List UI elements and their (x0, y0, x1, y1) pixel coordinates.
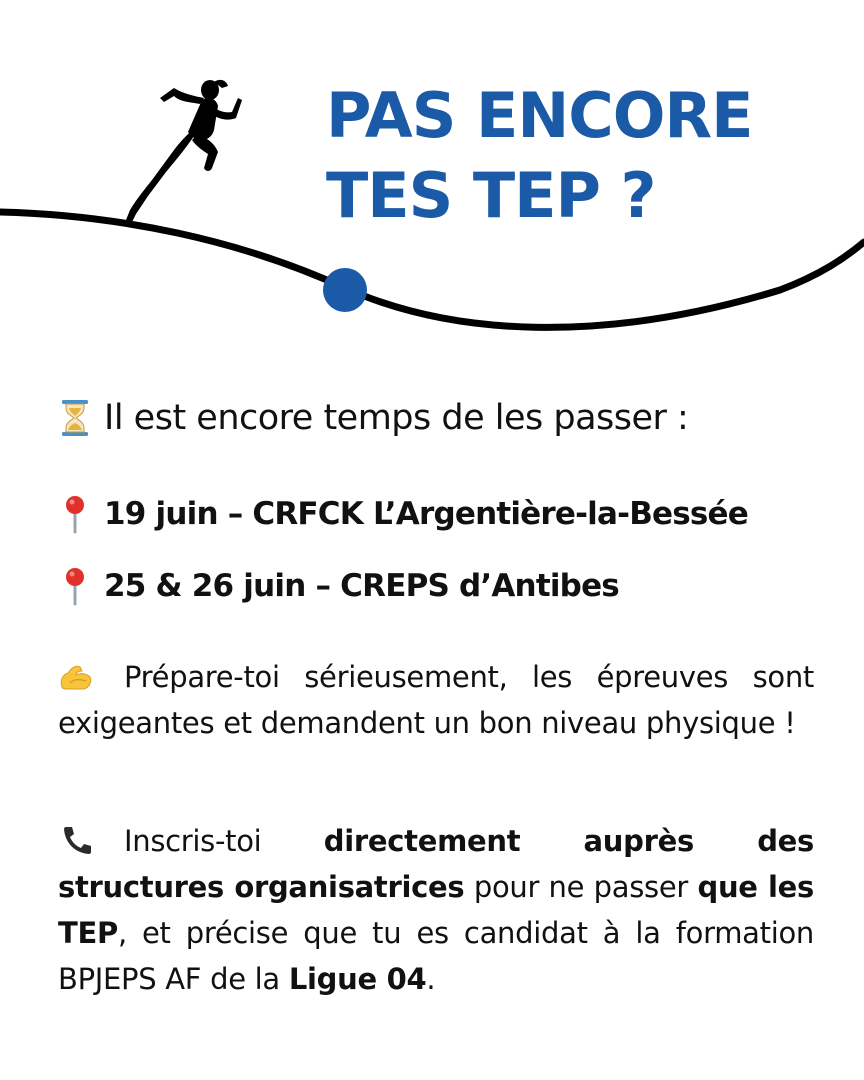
prepare-paragraph (58, 654, 814, 746)
register-bold-2: que les TEP (58, 870, 814, 950)
date-text-1: 19 juin – CRFCK L’Argentière-la-Bessée (104, 496, 749, 532)
prepare-text: Prépare-toi sérieusement, les épreuves sont exigeantes et demandent un bon niveau physique ! (58, 660, 814, 740)
intro-text: Il est encore temps de les passer : (104, 398, 689, 438)
runner-silhouette-icon (118, 72, 248, 232)
page-title (326, 76, 846, 236)
register-bold-1: directement auprès des structures organisatrices (58, 824, 814, 904)
pushpin-icon (58, 494, 92, 534)
register-text-3: , et précise que tu es candidat à la formation BPJEPS AF de la (58, 916, 814, 996)
register-text-2: pour ne passer (464, 870, 698, 904)
flexed-biceps-icon (58, 658, 94, 688)
register-text-1: Inscris-toi (124, 824, 324, 858)
register-paragraph (58, 818, 814, 1002)
title-line-1: PAS ENCORE (326, 79, 753, 152)
date-line-1 (58, 494, 748, 534)
register-text-4: . (426, 962, 436, 996)
date-text-2: 25 & 26 juin – CREPS d’Antibes (104, 568, 619, 604)
telephone-icon (58, 822, 94, 852)
curve-marker-dot (323, 268, 367, 312)
register-bold-3: Ligue 04 (288, 962, 427, 996)
date-line-2 (58, 566, 619, 606)
intro-line (58, 398, 688, 438)
pushpin-icon (58, 566, 92, 606)
hourglass-icon (58, 398, 92, 438)
title-line-2: TES TEP ? (326, 159, 656, 232)
